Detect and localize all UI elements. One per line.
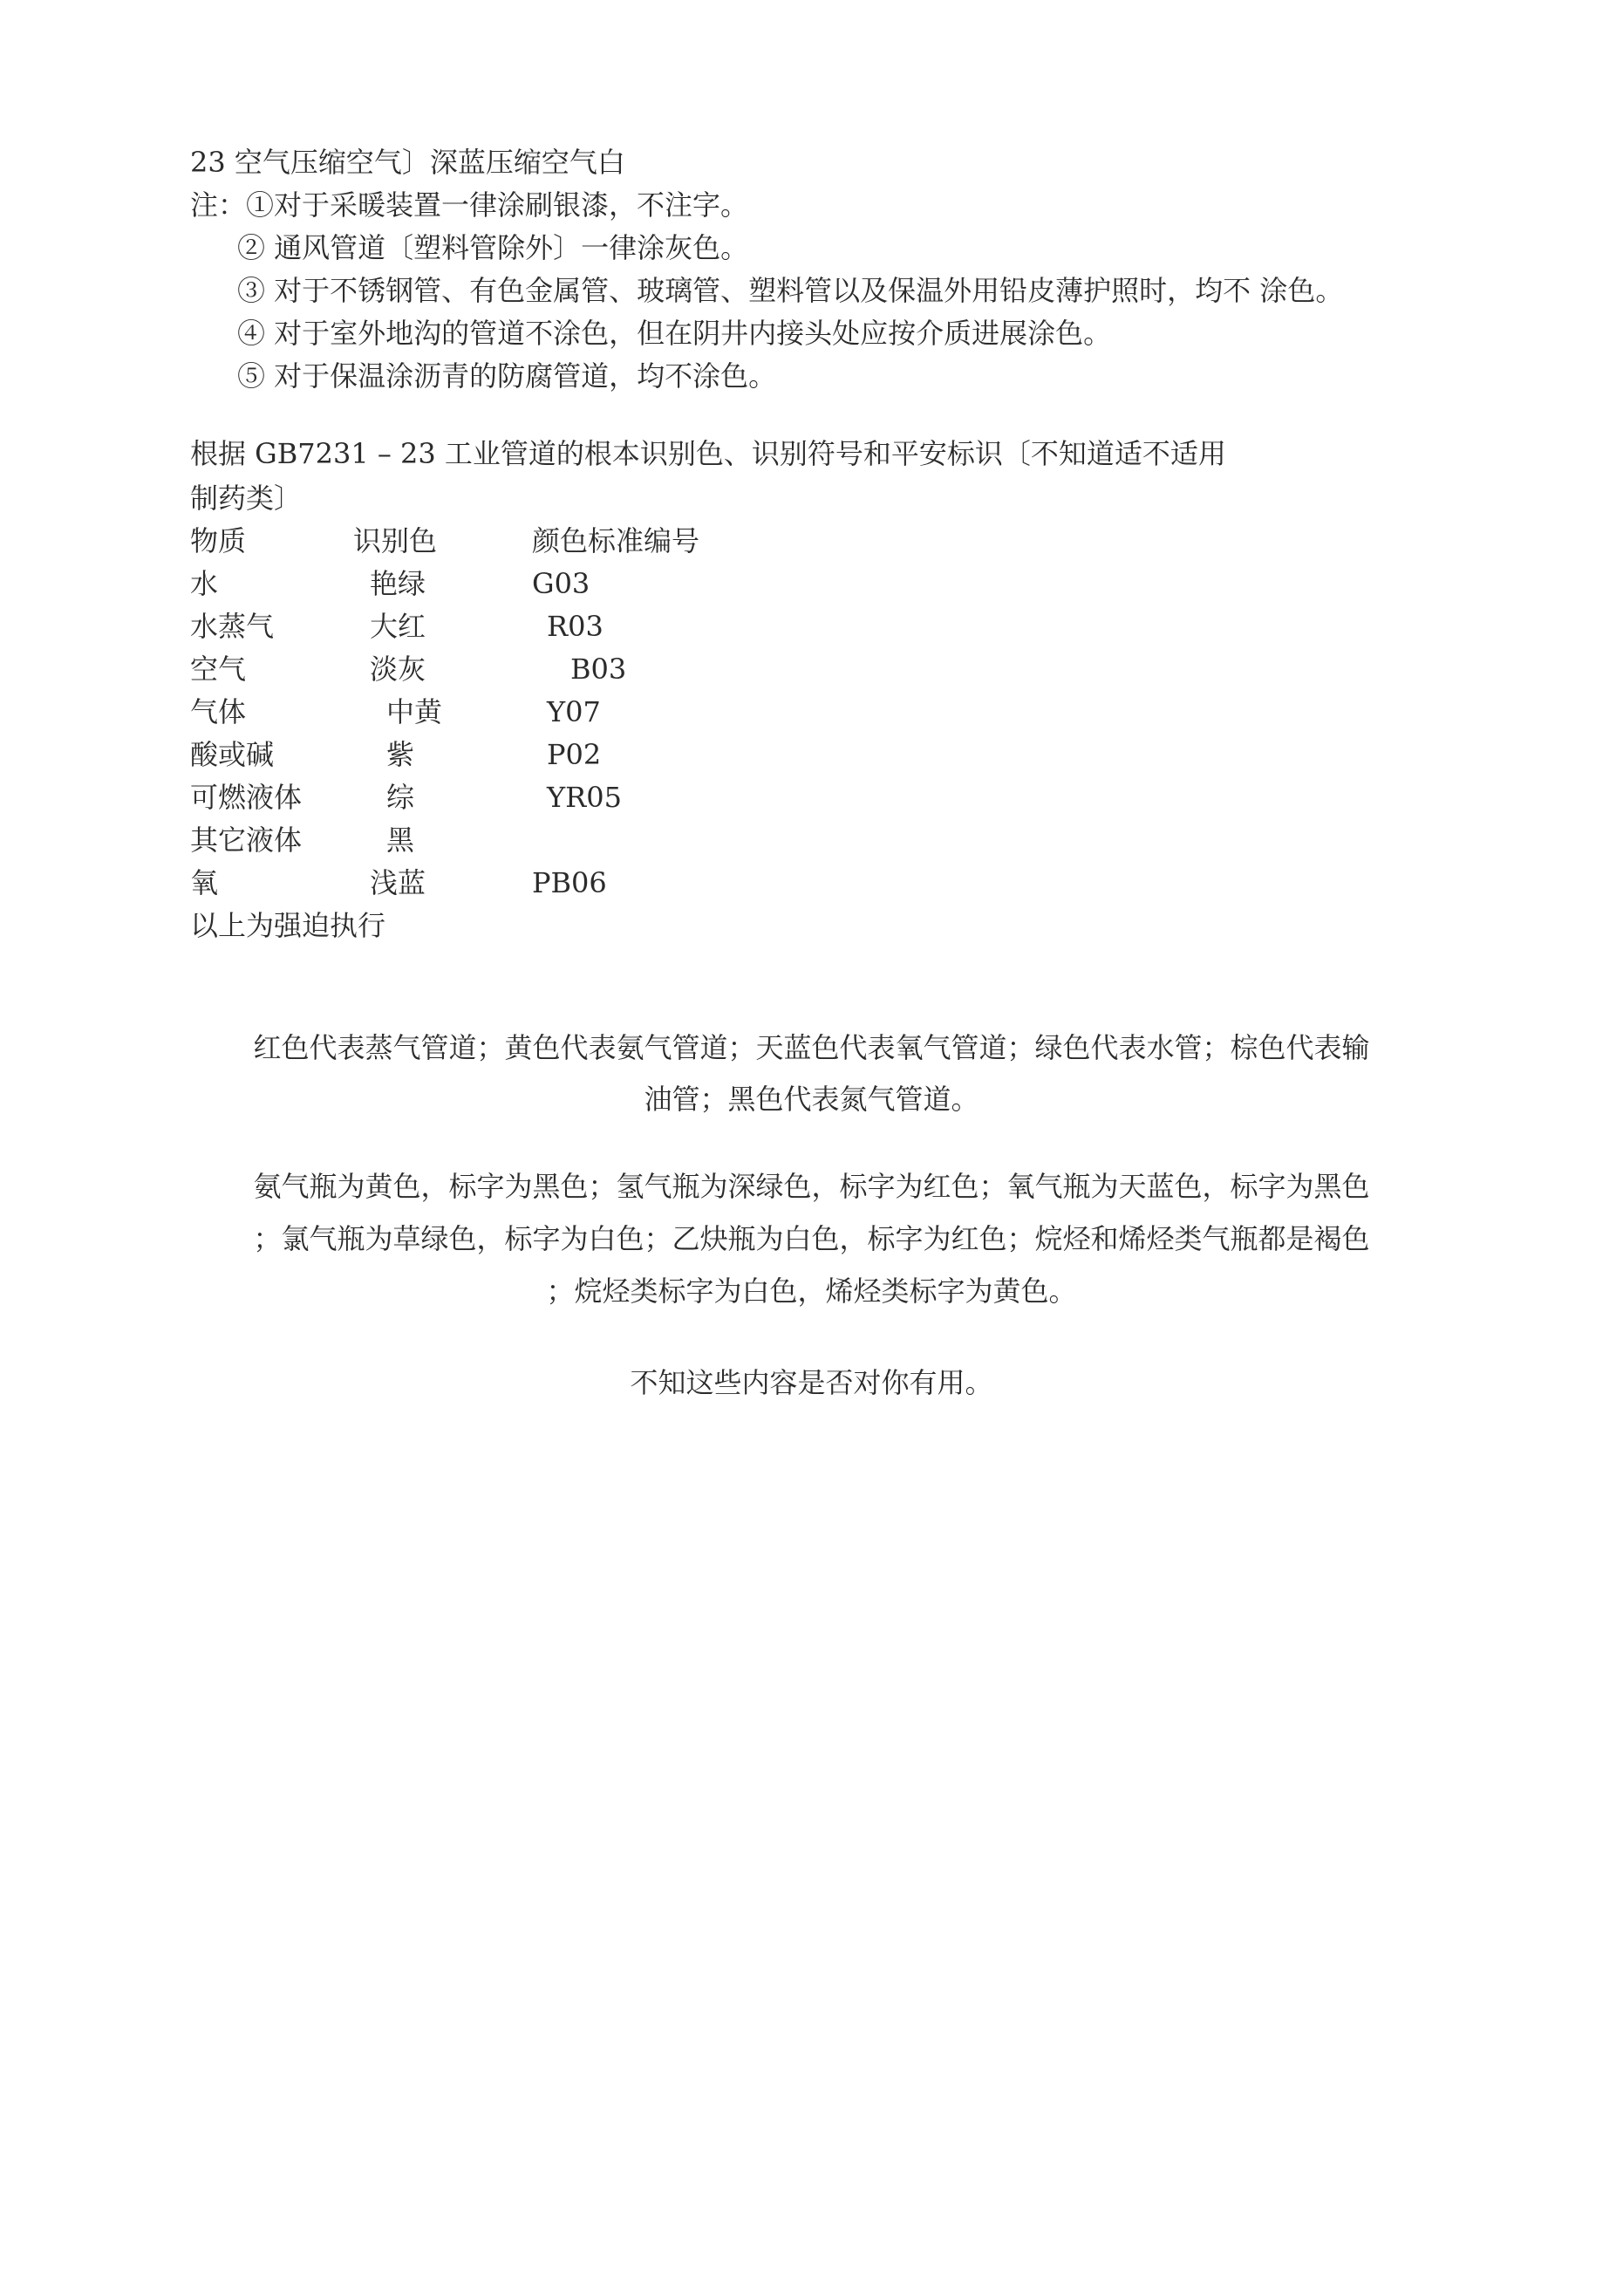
note-label: 注：	[190, 188, 247, 222]
code-cell: PB06	[532, 866, 607, 899]
closing-line: 不知这些内容是否对你有用。	[630, 1366, 993, 1399]
table-row	[0, 783, 1623, 827]
table-row	[0, 695, 1623, 741]
code-cell: R03	[547, 610, 604, 643]
color-cell: 艳绿	[370, 567, 426, 600]
color-cell: 黑	[386, 823, 415, 857]
substance-cell: 氧	[190, 866, 219, 899]
substance-cell: 可燃液体	[190, 781, 303, 814]
code-cell: YR05	[547, 781, 622, 814]
table-row	[0, 866, 1623, 912]
substance-cell: 酸或碱	[190, 738, 275, 771]
color-cell: 浅蓝	[370, 866, 426, 899]
code-cell: B03	[570, 653, 627, 686]
color-cell: 综	[386, 781, 415, 814]
substance-cell: 水	[190, 567, 219, 600]
table-row	[0, 655, 1623, 699]
pipe-color-paragraph-line-1: 红色代表蒸气管道；黄色代表氨气管道；天蓝色代表氧气管道；绿色代表水管；棕色代表输	[253, 1031, 1370, 1064]
code-cell: G03	[532, 567, 590, 600]
table-footer-note: 以上为强迫执行	[190, 909, 386, 942]
standard-line-2: 制药类〕	[190, 482, 303, 515]
table-row	[0, 738, 1623, 784]
cylinder-color-paragraph-line-2: ；氯气瓶为草绿色，标字为白色；乙炔瓶为白色，标字为红色；烷烃和烯烃类气瓶都是褐色	[253, 1222, 1370, 1255]
note-item-2: ② 通风管道〔塑料管除外〕一律涂灰色。	[237, 231, 749, 264]
header-code: 颜色标准编号	[532, 524, 700, 557]
color-cell: 紫	[386, 738, 415, 771]
substance-cell: 气体	[190, 695, 247, 728]
substance-cell: 空气	[190, 653, 247, 686]
substance-cell: 水蒸气	[190, 610, 275, 643]
cylinder-color-paragraph-line-3: ；烷烃类标字为白色，烯烃类标字为黄色。	[546, 1274, 1077, 1308]
table-row	[0, 567, 1623, 613]
note-item-5: ⑤ 对于保温涂沥青的防腐管道，均不涂色。	[237, 359, 777, 393]
code-cell: P02	[547, 738, 602, 771]
color-cell: 大红	[370, 610, 426, 643]
substance-cell: 其它液体	[190, 823, 303, 857]
intro-line: 23 空气压缩空气〕深蓝压缩空气白	[190, 146, 625, 179]
note-item-1: ①对于采暖装置一律涂刷银漆，不注字。	[246, 188, 749, 222]
pipe-color-paragraph-line-2: 油管；黑色代表氮气管道。	[644, 1083, 979, 1116]
color-cell: 淡灰	[370, 653, 426, 686]
cylinder-color-paragraph-line-1: 氨气瓶为黄色，标字为黑色；氢气瓶为深绿色，标字为红色；氧气瓶为天蓝色，标字为黑色	[253, 1170, 1370, 1203]
table-row	[0, 612, 1623, 656]
standard-line-1: 根据 GB7231 – 23 工业管道的根本识别色、识别符号和平安标识〔不知道适不适用	[190, 437, 1226, 470]
header-color: 识别色	[353, 524, 438, 557]
table-row	[0, 823, 1623, 870]
code-cell: Y07	[547, 695, 601, 728]
header-substance: 物质	[190, 524, 247, 557]
color-cell: 中黄	[386, 695, 443, 728]
note-item-4: ④ 对于室外地沟的管道不涂色，但在阴井内接头处应按介质进展涂色。	[237, 317, 1112, 350]
note-item-3: ③ 对于不锈钢管、有色金属管、玻璃管、塑料管以及保温外用铅皮薄护照时，均不 涂色。	[237, 274, 1344, 307]
table-header-row	[0, 524, 1623, 571]
